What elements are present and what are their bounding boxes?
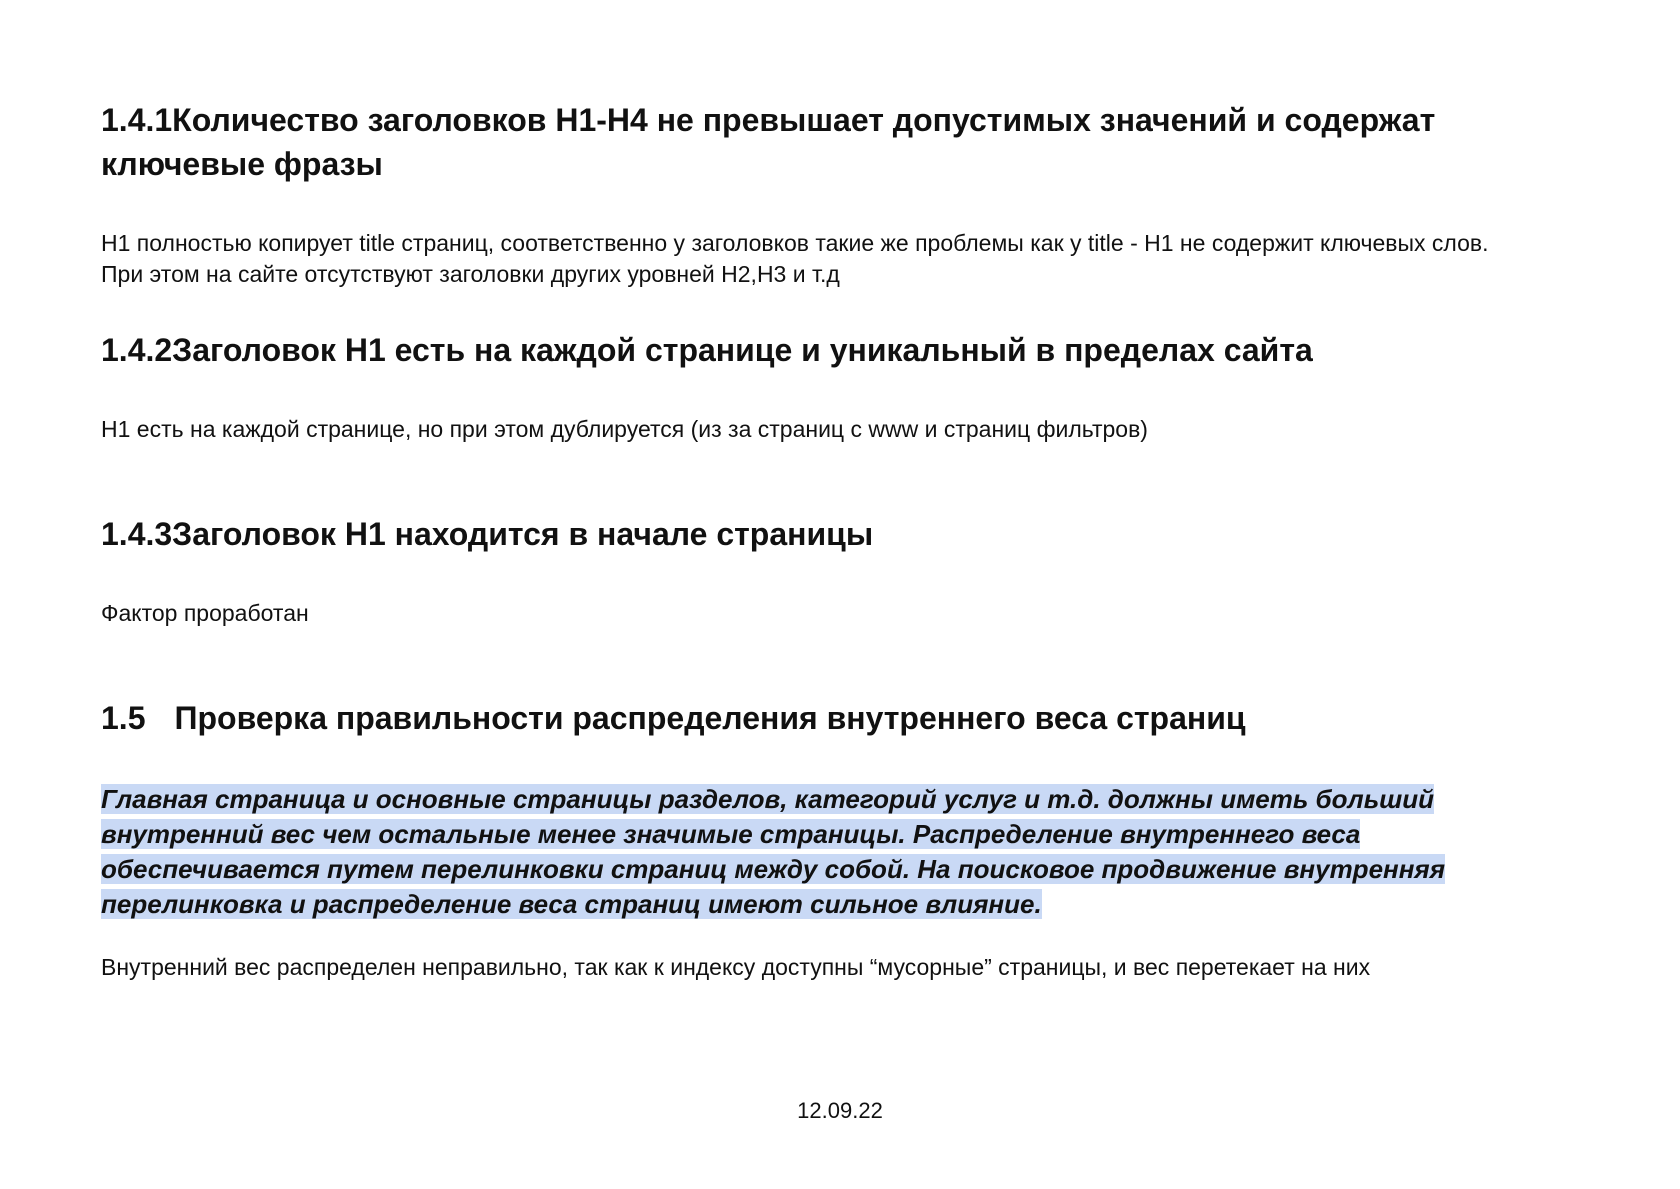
section-1-4-3-body: Фактор проработан xyxy=(101,600,309,626)
section-1-4-3-heading xyxy=(101,512,1501,556)
section-title: Заголовок H1 находится в начале страницы xyxy=(172,516,874,552)
section-1-4-2-heading xyxy=(101,328,1501,372)
section-number: 1.4.2 xyxy=(101,332,173,368)
highlight-line: внутренний вес чем остальные менее значимые страницы. Распределение внутреннего веса xyxy=(101,819,1361,849)
section-1-4-1-heading xyxy=(101,98,1501,186)
footer-date: 12.09.22 xyxy=(797,1098,883,1123)
section-1-4-1-body: H1 полностью копирует title страниц, соответственно у заголовков такие же проблемы как у title - H1 не содержит ключевых слов. При этом на сайте отсутствуют заголовки других уровней H2,H3 и т.д xyxy=(101,230,1489,287)
highlight-line: обеспечивается путем перелинковки страниц между собой. На поисковое продвижение внутренняя xyxy=(101,854,1446,884)
section-title: Количество заголовков H1-H4 не превышает допустимых значений и содержат ключевые фразы xyxy=(101,102,1436,182)
section-1-5-heading xyxy=(101,696,1501,740)
section-title: Проверка правильности распределения внутреннего веса страниц xyxy=(174,700,1246,736)
section-number: 1.5 xyxy=(101,700,146,736)
section-1-5-body: Внутренний вес распределен неправильно, так как к индексу доступны “мусорные” страницы, и вес перетекает на них xyxy=(101,954,1371,980)
section-1-5-highlighted-paragraph xyxy=(101,782,1501,922)
section-number: 1.4.1 xyxy=(101,102,173,138)
section-number: 1.4.3 xyxy=(101,516,173,552)
section-title: Заголовок H1 есть на каждой странице и уникальный в пределах сайта xyxy=(172,332,1313,368)
section-1-4-2-body: H1 есть на каждой странице, но при этом дублируется (из за страниц с www и страниц фильтров) xyxy=(101,416,1148,442)
highlight-line: перелинковка и распределение веса страниц имеют сильное влияние. xyxy=(101,889,1042,919)
highlight-line: Главная страница и основные страницы разделов, категорий услуг и т.д. должны иметь больший xyxy=(101,784,1435,814)
